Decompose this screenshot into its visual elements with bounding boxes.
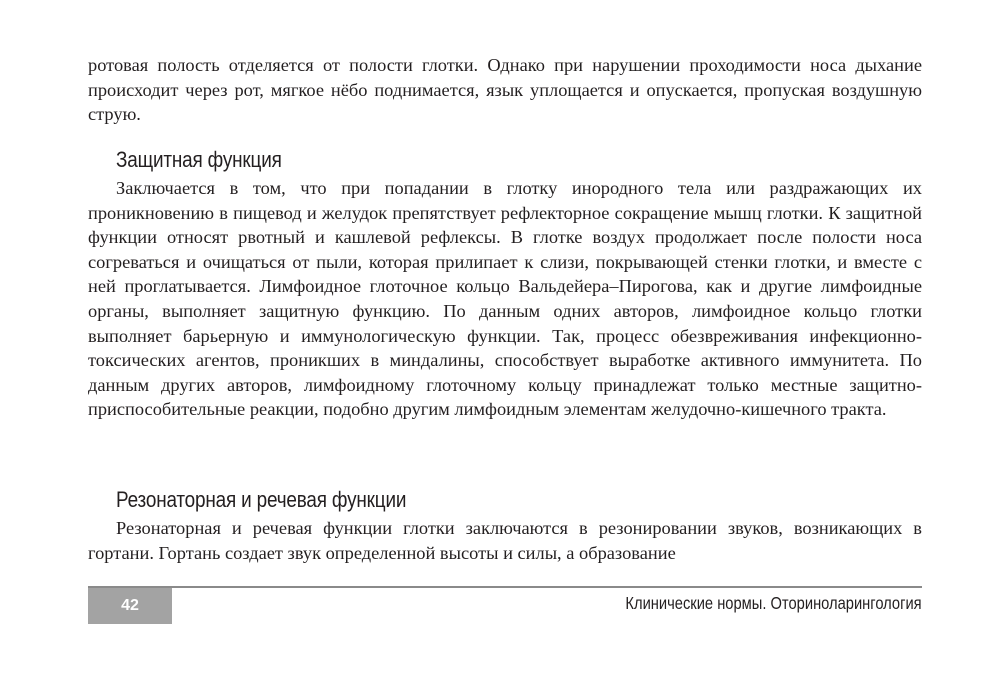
footer-divider bbox=[88, 586, 922, 588]
section-heading-protective-function: Защитная функция bbox=[116, 147, 282, 172]
running-title: Клинические нормы. Оториноларингология bbox=[625, 593, 922, 613]
paragraph-resonator-speech-function: Резонаторная и речевая функции глотки заключаются в резонировании звуков, возникающих в гортани. Гортань создает звук определенной высоты и силы, а образование bbox=[88, 518, 922, 563]
section-heading-resonator-speech-function: Резонаторная и речевая функции bbox=[116, 487, 407, 512]
paragraph-protective-function: Заключается в том, что при попадании в глотку инородного тела или раздражающих их проникновению в пищевод и желудок препятствует рефлекторное сокращение мышц глотки. К защитной функции относят рвотный и кашлевой рефлексы. В глотке воздух продолжает после полости носа согреваться и очищаться от пыли, которая прилипает к слизи, покрывающей стенки глотки, и вместе с ней проглатывается. Лимфоидное глоточное кольцо Вальдейера–Пирогова, как и другие лимфоидные органы, выполняет защитную функцию. По данным одних авторов, лимфоидное кольцо глотки выполняет барьерную и иммунологическую функции. Так, процесс обезвреживания инфекционно-токсических агентов, проникших в миндалины, способствует выработке активного иммунитета. По данным других авторов, лимфоидному глоточному кольцу принадлежат только местные защитно-приспособительные реакции, подобно другим лимфоидным элементам желудочно-кишечного тракта. bbox=[88, 178, 922, 420]
paragraph-continuation: ротовая полость отделяется от полости глотки. Однако при нарушении проходимости носа дыхание происходит через рот, мягкое нёбо поднимается, язык уплощается и опускается, пропуская воздушную струю. bbox=[88, 55, 922, 125]
page-number-box bbox=[88, 588, 172, 624]
page-number: 42 bbox=[121, 597, 139, 614]
